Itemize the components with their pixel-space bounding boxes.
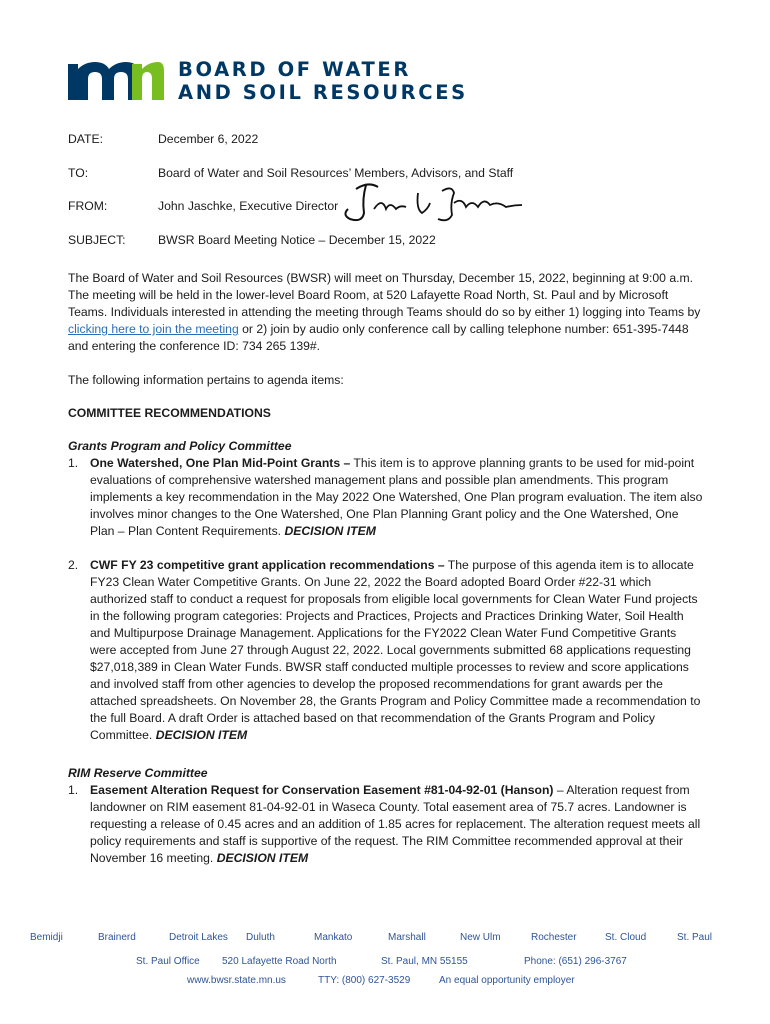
date-value: December 6, 2022 [158,132,259,146]
footer-city: Duluth [246,932,275,943]
footer-address: 520 Lafayette Road North [222,956,337,967]
footer-office: St. Paul Office [136,956,200,967]
item-title: Easement Alteration Request for Conservation Easement #81-04-92-01 (Hanson) [90,783,554,797]
item-text: – Alteration request from landowner on RIM easement 81-04-92-01 in Waseca County. Total easement area of 75.7 acres. Landowner is requesting a release of 0.45 acres and an addition of 1.85 acres for replacement. The alteration request meets all policy requirements and staff is supportive of the request. The RIM Committee recommended approval at their November 16 meeting. [90,783,701,865]
pertains-text: The following information pertains to agenda items: [68,373,344,387]
grants-heading: Grants Program and Policy Committee [68,439,292,453]
org-name-line1: BOARD OF WATER [178,58,411,81]
subject-label: SUBJECT: [68,233,126,247]
footer-city-state: St. Paul, MN 55155 [381,956,468,967]
item-text: This item is to approve planning grants to be used for mid-point evaluations of comprehensive watershed management plans and possible plan amendments. This program implements a key recommendation in the May 2022 One Watershed, One Plan program evaluation. The item also involves minor changes to the One Watershed, One Plan Planning Grant policy and the One Watershed, One Plan – Plan Content Requirements. [90,456,703,538]
decision-item-label: DECISION ITEM [155,728,248,742]
rim-heading: RIM Reserve Committee [68,766,208,780]
decision-item-label: DECISION ITEM [216,851,309,865]
footer-contact-row [0,975,770,989]
item-title: One Watershed, One Plan Mid-Point Grants – [90,456,351,470]
footer-address-row [0,956,770,970]
decision-item-label: DECISION ITEM [284,524,376,538]
mn-logo-mark [68,58,164,102]
date-label: DATE: [68,132,103,146]
pertains-paragraph [68,372,704,389]
rim-item-1 [68,782,704,867]
date-row [68,131,258,147]
footer-city: Detroit Lakes [169,932,228,943]
grants-section [68,438,704,540]
item-number: 1. [68,456,79,470]
grants-section-2 [68,557,704,744]
org-name-line2: AND SOIL RESOURCES [178,81,468,104]
rim-section [68,765,704,867]
footer-website[interactable]: www.bwsr.state.mn.us [187,975,286,986]
item-number: 1. [68,783,79,797]
footer-cities [0,932,770,946]
footer-phone: Phone: (651) 296-3767 [524,956,627,967]
item-number: 2. [68,558,79,572]
to-value: Board of Water and Soil Resources’ Members, Advisors, and Staff [158,166,514,180]
footer-city: Bemidji [30,932,63,943]
bwsr-logo [68,58,468,106]
org-name [178,58,468,104]
intro-text-1: The Board of Water and Soil Resources (BWSR) will meet on Thursday, December 15, 2022, beginning at 9:00 a.m. The meeting will be held in the lower-level Board Room, at 520 Lafayette Road North, St. Paul and by Microsoft Teams. Individuals interested in attending the meeting through Teams should do so by either 1) logging into Teams by [68,271,701,319]
footer-city: Rochester [531,932,577,943]
to-label: TO: [68,166,89,180]
join-meeting-link[interactable]: clicking here to join the meeting [68,322,239,336]
from-label: FROM: [68,199,108,213]
footer-city: Mankato [314,932,353,943]
signature-image [338,179,528,229]
footer-city: New Ulm [460,932,501,943]
item-text: The purpose of this agenda item is to allocate FY23 Clean Water Competitive Grants. On June 22, 2022 the Board adopted Board Order #22-31 which authorized staff to conduct a request for proposals from eligible local governments for Clean Water Fund projects in the following program categories: Projects and Practices, Projects and Practices Drinking Water, Soil Health and Multipurpose Drainage Management. Applications for the FY2022 Clean Water Fund Competitive Grants were accepted from June 27 through August 22, 2022. Local governments submitted 68 applications requesting $27,018,389 in Clean Water Funds. BWSR staff conducted multiple processes to review and score applications and involved staff from other agencies to develop the proposed recommendations for grant awards per the attached spreadsheets. On November 28, the Grants Program and Policy Committee made a recommendation to the full Board. A draft Order is attached based on that recommendation of the Grants Program and Policy Committee. [90,558,701,742]
footer-city: St. Paul [677,932,713,943]
grants-item-2 [68,557,704,744]
subject-row [68,232,436,248]
intro-paragraph [68,270,704,355]
item-title: CWF FY 23 competitive grant application recommendations – [90,558,445,572]
footer-city: Marshall [388,932,426,943]
footer-city: St. Cloud [605,932,647,943]
grants-item-1 [68,455,704,540]
intro-text-2: or 2) join by audio only conference call by calling telephone number: 651-395-7448 and entering the conference ID: 734 265 139#. [68,322,689,353]
footer-eeo: An equal opportunity employer [439,975,575,986]
from-value: John Jaschke, Executive Director [158,199,339,213]
committee-heading-text: COMMITTEE RECOMMENDATIONS [68,406,271,420]
footer-tty: TTY: (800) 627-3529 [318,975,411,986]
from-row [68,198,338,214]
footer-city: Brainerd [98,932,136,943]
committee-heading [68,405,704,422]
subject-value: BWSR Board Meeting Notice – December 15, 2022 [158,233,436,247]
